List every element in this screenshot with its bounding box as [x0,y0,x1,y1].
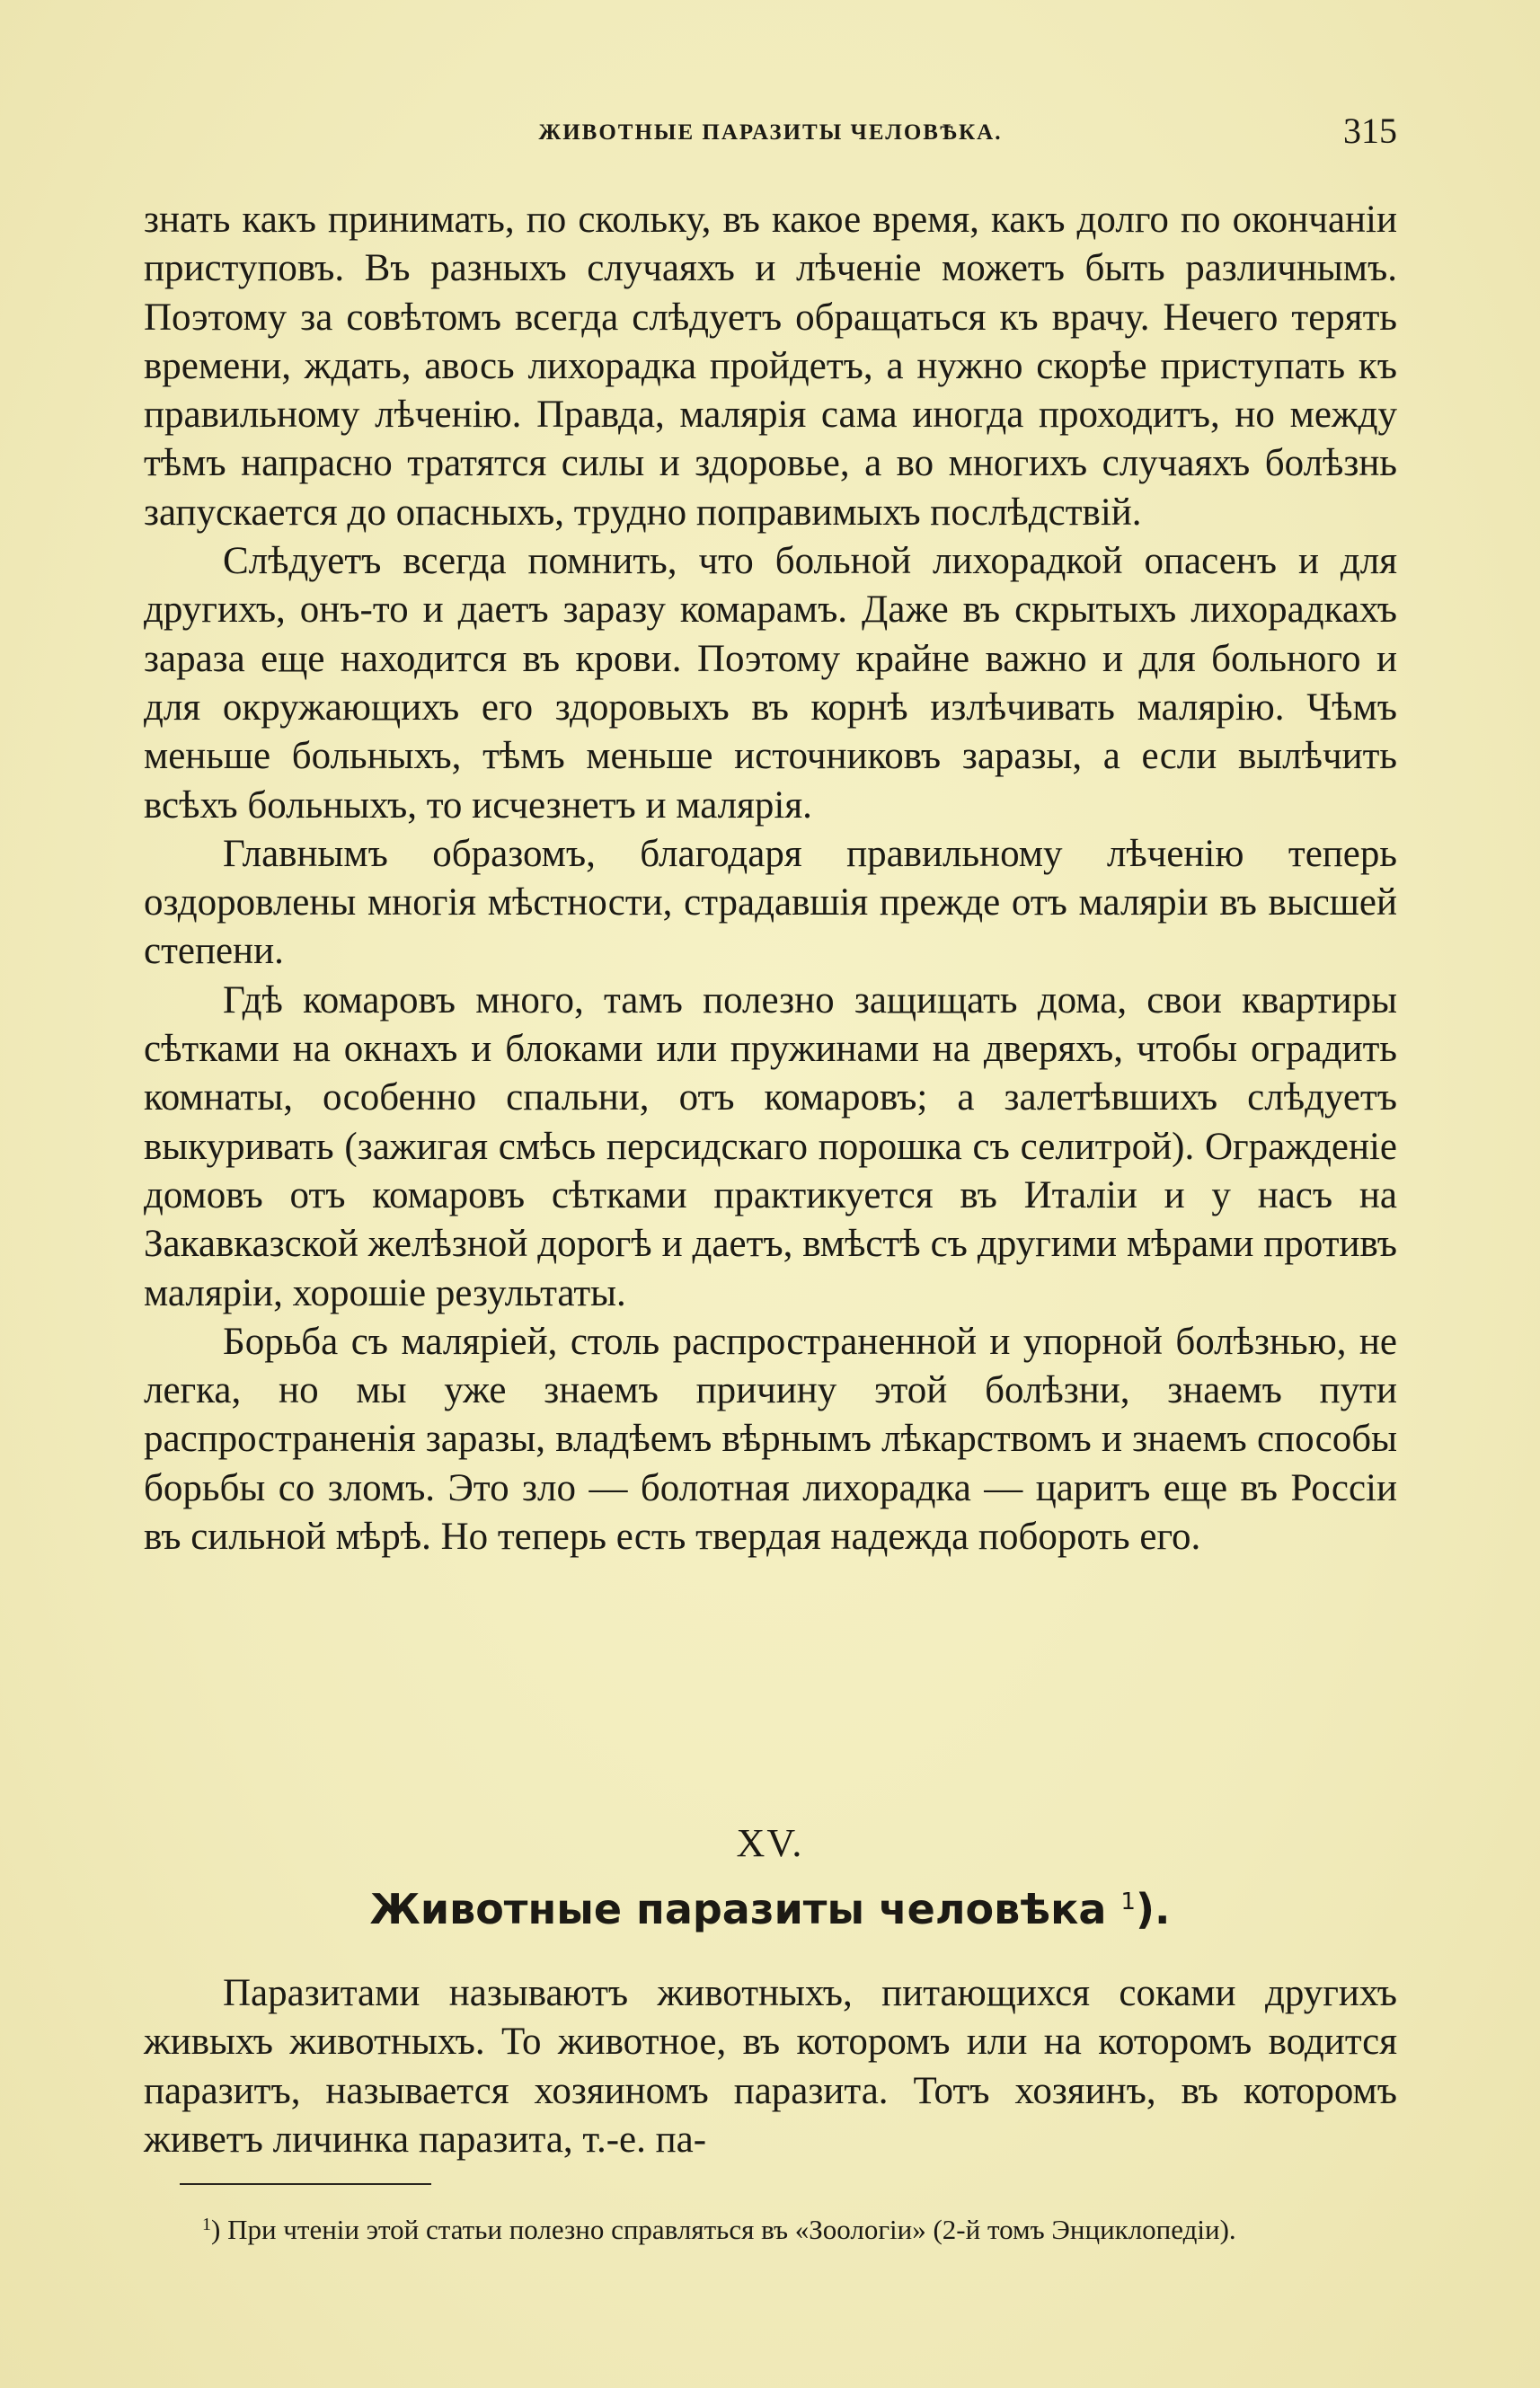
chapter-number: XV. [736,1821,804,1865]
body-text [144,196,1397,1561]
running-head [144,110,1397,155]
paragraph-4: Гдѣ комаровъ много, тамъ полезно защищать дома, свои квартиры сѣтками на окнахъ и блоками или пружинами на дверяхъ, чтобы оградить комнаты, особенно спальни, отъ комаровъ; а залетѣвшихъ слѣдуетъ выкуривать (зажигая смѣсь персидскаго порошка съ селитрой). Огражденiе домовъ отъ комаровъ сѣтками практикуется въ Италiи и у насъ на Закавказской желѣзной дорогѣ и даетъ, вмѣстѣ съ другими мѣрами противъ малярiи, хорошiе результаты. [144,978,1397,1314]
footnote-mark: 1 [202,2215,211,2234]
chapter-title [0,1885,1540,1933]
chapter-body [144,1969,1397,2164]
footnote-rule [180,2183,431,2185]
footnote-text: ) При чтенiи этой статьи полезно справляться въ «Зоологiи» (2-й томъ Энциклопедiи). [211,2214,1236,2245]
running-title: ЖИВОТНЫЕ ПАРАЗИТЫ ЧЕЛОВѢКА. [538,120,1003,145]
paragraph-1: знать какъ принимать, по скольку, въ какое время, какъ долго по окончанiи приступовъ. Въ разныхъ случаяхъ и лѣченiе можетъ быть различнымъ. Поэтому за совѣтомъ всегда слѣдуетъ обращаться къ врачу. Нечего терять времени, ждать, авось лихорадка пройдетъ, а нужно скорѣе приступать къ правильному лѣченiю. Правда, малярiя сама иногда проходитъ, но между тѣмъ напрасно тратятся силы и здоровье, а во многихъ случаяхъ болѣзнь запускается до опасныхъ, трудно поправимыхъ послѣдствiй. [144,199,1397,534]
chapter-footnote-mark: 1 [1120,1888,1136,1915]
page-number: 315 [1343,111,1397,151]
chapter-title-paren: ). [1135,1885,1171,1933]
footnote [202,2207,1406,2248]
paragraph-3: Главнымъ образомъ, благодаря правильному лѣченiю теперь оздоровлены многiя мѣстности, страдавшiя прежде отъ малярiи въ высшей степени. [144,832,1397,973]
paragraph-5: Борьба съ малярiей, столь распространенной и упорной болѣзнью, не легка, но мы уже знаемъ причину этой болѣзни, знаемъ пути распространенiя заразы, владѣемъ вѣрнымъ лѣкарствомъ и знаемъ способы борьбы со зломъ. Это зло — болотная лихорадка — царитъ еще въ Россiи въ сильной мѣрѣ. Но теперь есть твердая надежда побороть его. [144,1320,1397,1559]
chapter-title-text: Животные паразиты человѣка [369,1885,1107,1933]
chapter-paragraph-1: Паразитами называютъ животныхъ, питающихся соками другихъ живыхъ животныхъ. То животное, въ которомъ или на которомъ водится паразитъ, называется хозяиномъ паразита. Тотъ хозяинъ, въ которомъ живетъ личинка паразита, т.-е. па- [144,1972,1397,2161]
paragraph-2: Слѣдуетъ всегда помнить, что больной лихорадкой опасенъ и для другихъ, онъ-то и даетъ заразу комарамъ. Даже въ скрытыхъ лихорадкахъ зараза еще находится въ крови. Поэтому крайне важно и для больного и для окружающихъ его здоровыхъ въ корнѣ излѣчивать малярiю. Чѣмъ меньше больныхъ, тѣмъ меньше источниковъ заразы, а если вылѣчить всѣхъ больныхъ, то исчезнетъ и малярiя. [144,540,1397,827]
